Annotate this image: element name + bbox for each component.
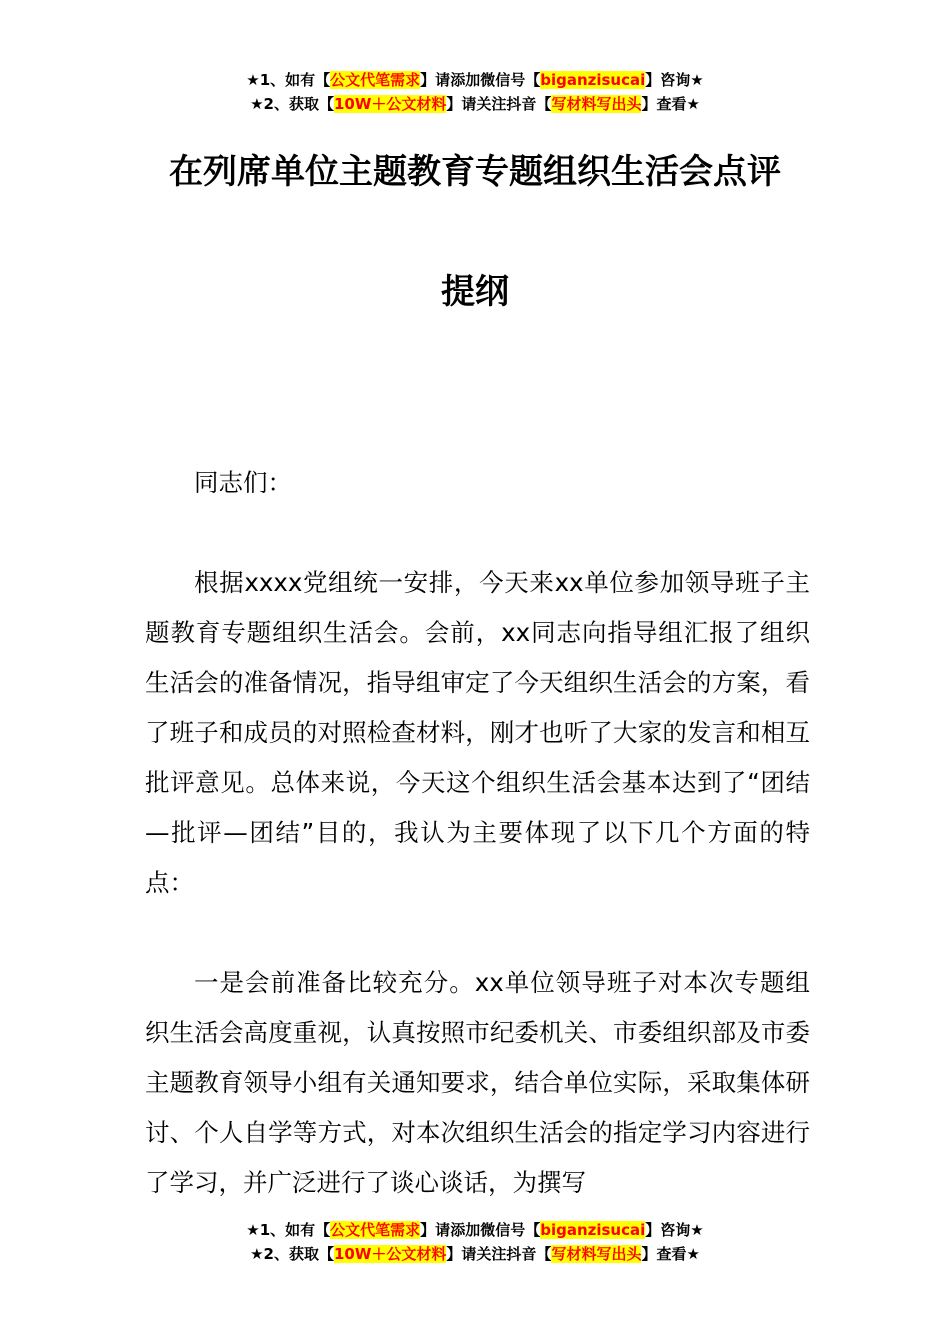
banner-text: 微信号【	[480, 1221, 541, 1239]
banner-text: 】请	[420, 1221, 451, 1239]
banner-text: 】查看★	[641, 1245, 700, 1263]
page-title-line-2: 提纲	[441, 272, 509, 312]
banner-emphasis: 添加	[450, 1221, 481, 1239]
banner-text: ★2、获取【	[250, 1245, 334, 1263]
banner-emphasis: 关注	[476, 95, 507, 113]
greeting: 同志们：	[194, 468, 292, 497]
page-title-line-1: 在列席单位主题教育专题组织生活会点评	[169, 152, 781, 192]
banner-text: 】请	[446, 95, 477, 113]
banner-text: 】请	[446, 1245, 477, 1263]
banner-emphasis: 关注	[476, 1245, 507, 1263]
blank-line	[145, 508, 810, 558]
banner-highlight: 公文代笔需求	[330, 71, 421, 89]
banner-text: 】查看★	[641, 95, 700, 113]
banner-highlight: 写材料写出头	[551, 95, 642, 113]
banner-line-1	[0, 1218, 950, 1242]
banner-highlight: 10W＋公文材料	[333, 95, 447, 113]
banner-text: 】咨询★	[645, 71, 704, 89]
document-body	[145, 458, 810, 1208]
banner-text: 抖音【	[506, 1245, 552, 1263]
banner-line-2	[0, 1242, 950, 1266]
banner-text: 抖音【	[506, 95, 552, 113]
paragraph-1: 根据xxxx党组统一安排，今天来xx单位参加领导班子主题教育专题组织生活会。会前，xx同志向指导组汇报了组织生活会的准备情况，指导组审定了今天组织生活会的方案，看了班子和成员的对照检查材料，刚才也听了大家的发言和相互批评意见。总体来说，今天这个组织生活会基本达到了“团结—批评—团结”目的，我认为主要体现了以下几个方面的特点：	[145, 568, 810, 897]
banner-line-1	[0, 68, 950, 92]
paragraph-2: 一是会前准备比较充分。xx单位领导班子对本次专题组织生活会高度重视，认真按照市纪委机关、市委组织部及市委主题教育领导小组有关通知要求，结合单位实际，采取集体研讨、个人自学等方式，对本次组织生活会的指定学习内容进行了学习，并广泛进行了谈心谈话，为撰写	[145, 968, 810, 1197]
banner-highlight: biganzisucai	[540, 71, 646, 89]
banner-text: 】请	[420, 71, 451, 89]
banner-text: ★1、如有【	[246, 71, 331, 89]
banner-emphasis: 添加	[450, 71, 481, 89]
blank-line	[145, 908, 810, 958]
banner-highlight: biganzisucai	[540, 1221, 646, 1239]
banner-text: 微信号【	[480, 71, 541, 89]
header-banner	[0, 68, 950, 116]
banner-highlight: 10W＋公文材料	[333, 1245, 447, 1263]
banner-highlight: 公文代笔需求	[330, 1221, 421, 1239]
banner-highlight: 写材料写出头	[551, 1245, 642, 1263]
banner-text: 】咨询★	[645, 1221, 704, 1239]
banner-text: ★1、如有【	[246, 1221, 331, 1239]
banner-text: ★2、获取【	[250, 95, 334, 113]
footer-banner	[0, 1218, 950, 1266]
banner-line-2	[0, 92, 950, 116]
